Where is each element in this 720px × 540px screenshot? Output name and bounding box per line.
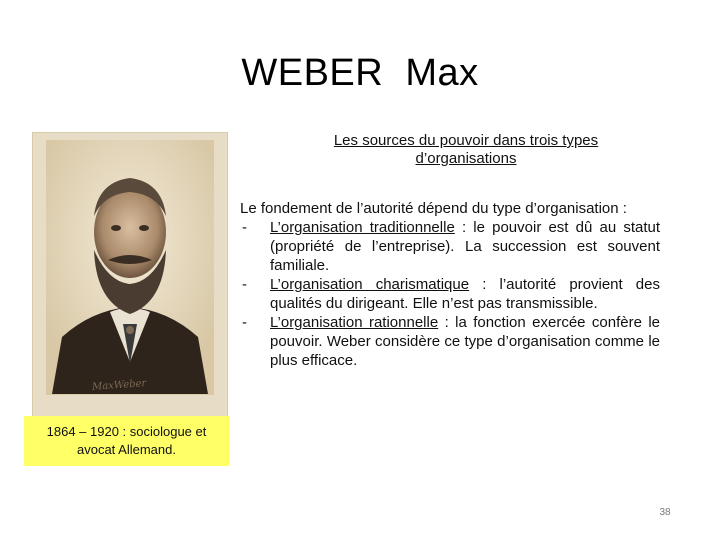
bullet-text: : le pouvoir est dû au statut (propriété de l’entreprise). La succession est souvent familiale. [270,219,661,274]
slide-subtitle [286,132,646,168]
portrait-signature: MaxWeber [91,378,147,393]
bullet-dash: - [242,219,247,236]
caption-line-1: 1864 – 1920 : sociologue et [46,424,207,439]
bullet-dash: - [242,314,247,331]
bullet-term: L’organisation rationnelle [270,314,439,331]
bullet-list [240,218,660,370]
intro-text: Le fondement de l’autorité dépend du type d’organisation : [240,200,627,217]
bullet-item-traditional [240,218,660,275]
subtitle-line-1: Les sources du pouvoir dans trois types [333,132,599,149]
bullet-text: : l’autorité provient des qualités du dirigeant. Elle n’est pas transmissible. [270,276,660,312]
portrait-caption [24,416,229,466]
bullet-dash: - [242,276,247,293]
caption-line-2: avocat Allemand. [76,442,176,457]
subtitle-line-2: d’organisations [415,150,517,167]
slide-body [240,199,660,370]
bullet-term: L’organisation charismatique [270,276,470,293]
page-number: 38 [659,507,671,518]
portrait-photo [32,132,228,432]
bullet-item-charismatic [240,275,660,313]
slide-title: WEBER Max [241,52,479,94]
bullet-item-rational [240,313,660,370]
bullet-text: : la fonction exercée confère le pouvoir. Weber considère ce type d’organisation comme le plus efficace. [270,314,660,369]
bullet-term: L’organisation traditionnelle [270,219,455,236]
